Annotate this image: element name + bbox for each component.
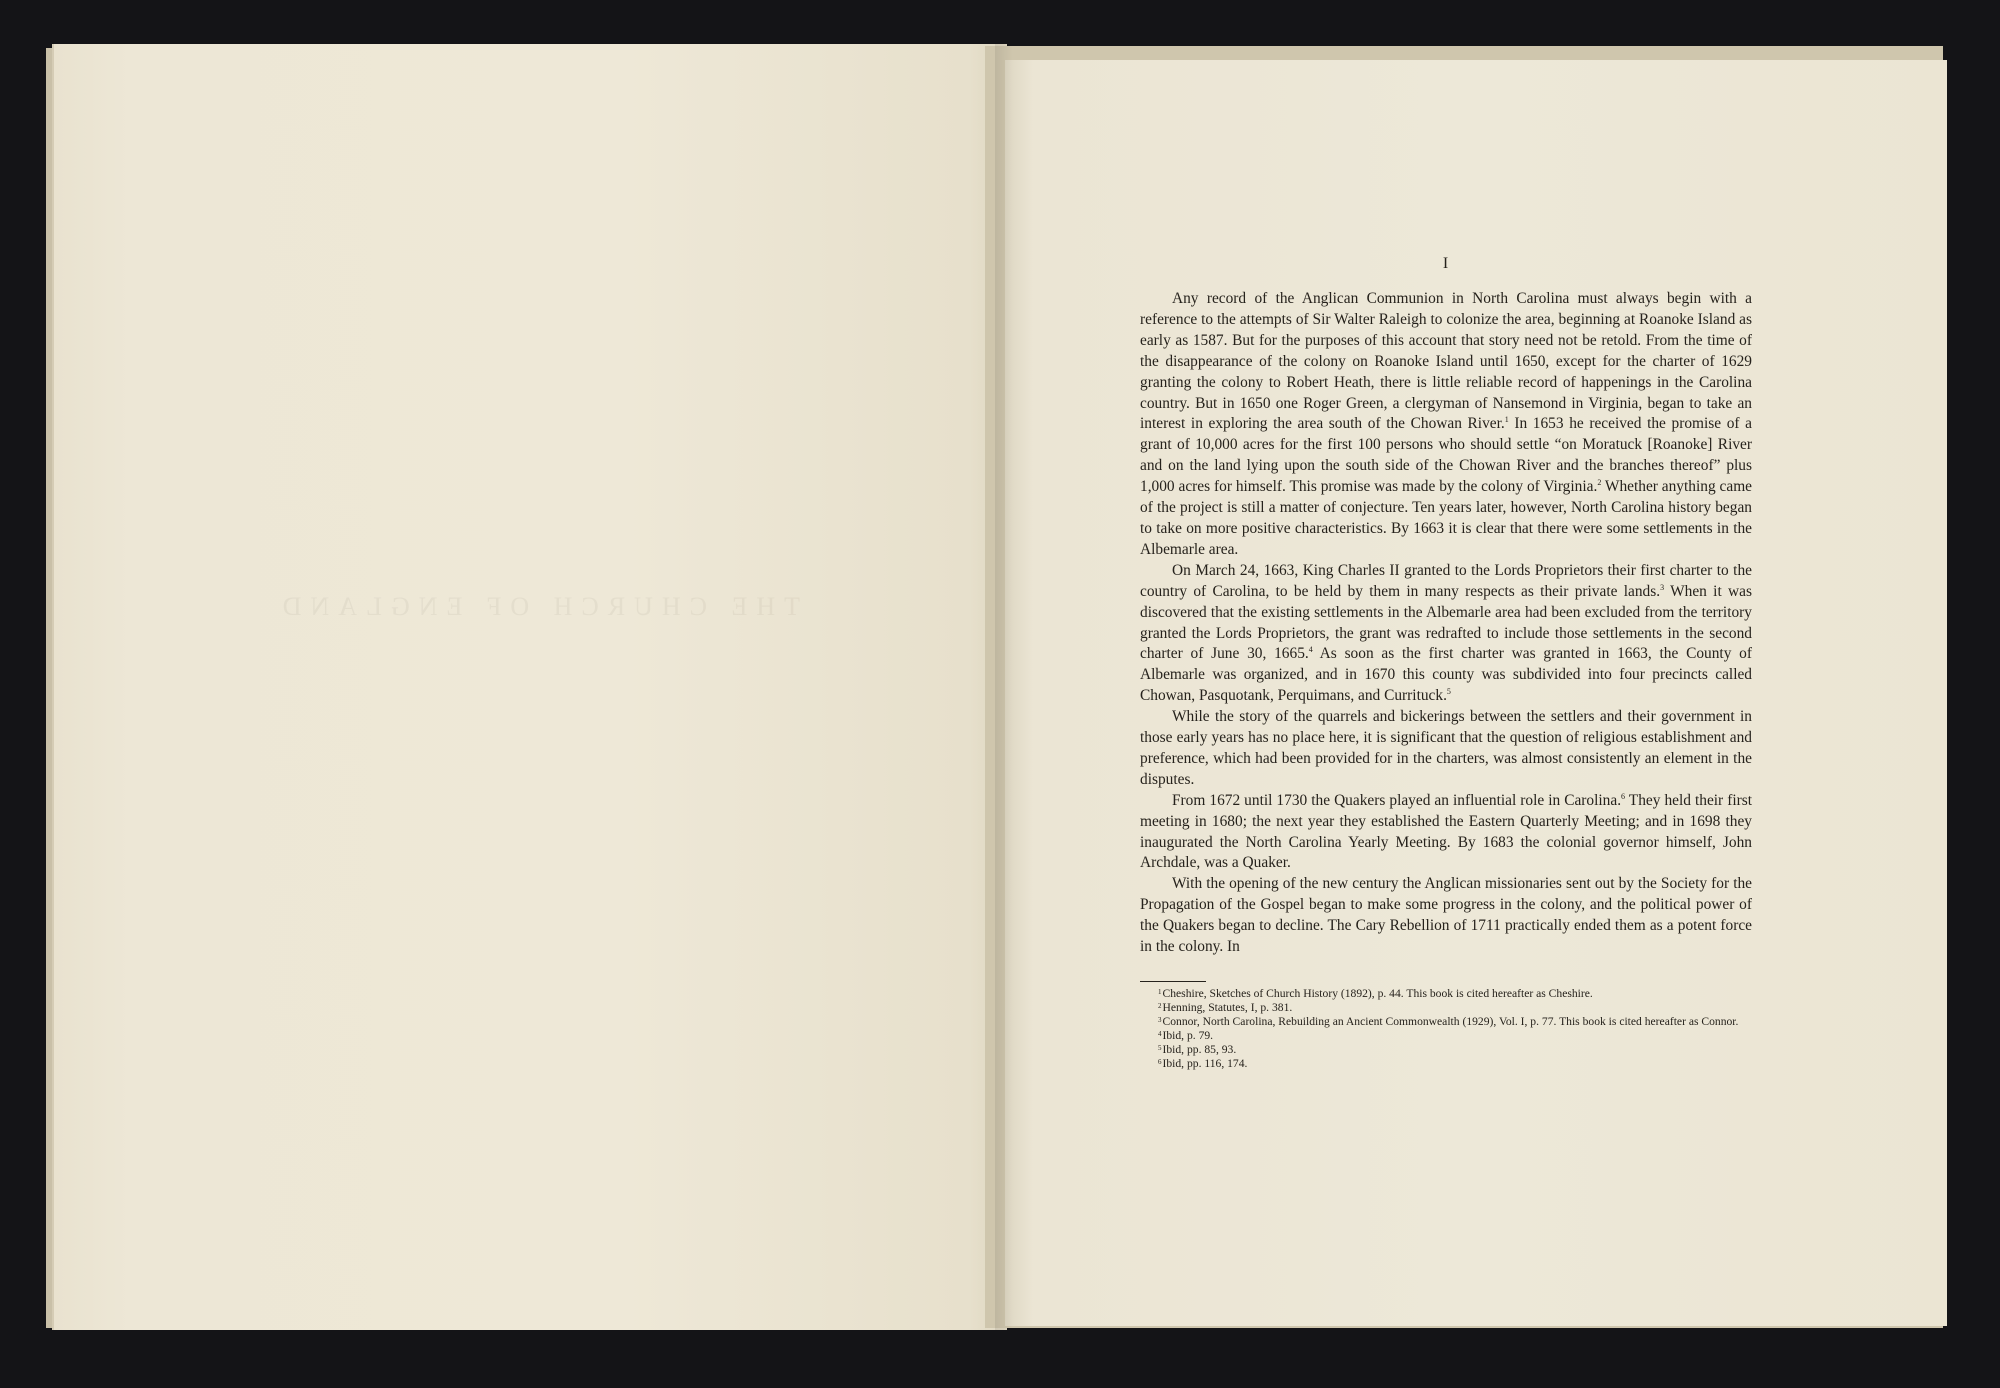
paragraph-text: When it was discovered that the existing settlements in the Albemarle area had been excluded from the territory granted the Lords Proprietors, the grant was redrafted to include those settlements in the second charter of June 30, 1665.: [1140, 582, 1752, 663]
footnote-text: Connor, North Carolina, Rebuilding an Ancient Commonwealth (1929), Vol. I, p. 77. This book is cited hereafter as Connor.: [1162, 1015, 1739, 1028]
paragraph-text: Whether anything came of the project is still a matter of conjecture. Ten years later, however, North Carolina history began to take on more positive characteristics. By 1663 it is clear that there were some settlements in the Albemarle area.: [1140, 478, 1752, 558]
footnote-marker: 3: [1660, 582, 1665, 592]
paragraph-text: With the opening of the new century the Anglican missionaries sent out by the Society for the Propagation of the Gospel began to make some progress in the colony, and the political power of the Quakers began to decline. The Cary Rebellion of 1711 practically ended them as a potent force in the colony. In: [1140, 875, 1752, 956]
footnote-number: 6: [1158, 1058, 1162, 1066]
footnote-marker: 5: [1446, 687, 1451, 697]
paragraph: [1140, 707, 1752, 791]
paragraph: [1140, 561, 1752, 707]
paragraph-text: As soon as the first charter was granted in 1663, the County of Albemarle was organized, and in 1670 this county was subdivided into four precincts called Chowan, Pasquotank, Perquimans, and Currituck.: [1140, 645, 1752, 705]
paragraph-text: Any record of the Anglican Communion in North Carolina must always begin with a reference to the attempts of Sir Walter Raleigh to colonize the area, beginning at Roanoke Island as early as 1587. But for the purposes of this account that story need not be retold. From the time of the disappearance of the colony on Roanoke Island until 1650, except for the charter of 1629 granting the colony to Robert Heath, there is little reliable record of happenings in the Carolina country. But in 1650 one Roger Green, a clergyman of Nansemond in Virginia, began to take an interest in exploring the area south of the Chowan River.: [1140, 290, 1752, 433]
footnote-marker: 6: [1621, 791, 1626, 801]
footnotes: [1140, 986, 1752, 1070]
footnote-marker: 2: [1597, 478, 1602, 488]
footnote-text: Henning, Statutes, I, p. 381.: [1162, 1001, 1293, 1014]
footnote: [1140, 1028, 1752, 1042]
paragraph-text: On March 24, 1663, King Charles II granted to the Lords Proprietors their first charter to the country of Carolina, to be held by them in many respects as their private lands.: [1140, 561, 1752, 600]
paragraph-text: While the story of the quarrels and bickerings between the settlers and their government in those early years has no place here, it is significant that the question of religious establishment and preference, which had been provided for in the charters, was almost consistently an element in the disputes.: [1140, 708, 1752, 788]
footnote-text: Ibid, pp. 85, 93.: [1162, 1043, 1237, 1056]
page-content: [1140, 255, 1752, 1070]
footnote-divider: [1140, 981, 1206, 982]
paragraph: [1140, 874, 1752, 958]
footnote-text: Ibid, p. 79.: [1162, 1029, 1214, 1042]
footnote-number: 3: [1158, 1016, 1162, 1024]
footnote-text: Ibid, pp. 116, 174.: [1162, 1057, 1248, 1070]
footnote: [1140, 1056, 1752, 1070]
footnote-marker: 1: [1504, 415, 1509, 425]
footnote-marker: 4: [1308, 645, 1313, 655]
bleed-through-text: THE CHURCH OF ENGLAND: [273, 592, 800, 621]
paragraph-text: In 1653 he received the promise of a grant of 10,000 acres for the first 100 persons who should settle “on Moratuck [Roanoke] River and on the land lying upon the south side of the Chowan River and the branches thereof” plus 1,000 acres for himself. This promise was made by the colony of Virginia.: [1140, 415, 1752, 496]
footnote: [1140, 1014, 1752, 1028]
left-page-blank: [52, 44, 1007, 1330]
footnote: [1140, 1042, 1752, 1056]
gutter-shadow: [995, 44, 1013, 1330]
footnote-number: 5: [1158, 1044, 1162, 1052]
paragraph: [1140, 791, 1752, 875]
footnote: [1140, 986, 1752, 1000]
footnote-number: 4: [1158, 1030, 1162, 1038]
section-numeral: I: [1442, 255, 1450, 272]
footnote-text: Cheshire, Sketches of Church History (1892), p. 44. This book is cited hereafter as Cheshire.: [1162, 987, 1593, 1000]
body-text: [1140, 289, 1752, 958]
footnote-number: 1: [1158, 988, 1162, 996]
paragraph: [1140, 289, 1752, 561]
paragraph-text: From 1672 until 1730 the Quakers played an influential role in Carolina.: [1172, 791, 1622, 809]
footnote-number: 2: [1158, 1002, 1162, 1010]
footnote: [1140, 1000, 1752, 1014]
paragraph-text: They held their first meeting in 1680; the next year they established the Eastern Quarterly Meeting; and in 1698 they inaugurated the North Carolina Yearly Meeting. By 1683 the colonial governor himself, John Archdale, was a Quaker.: [1140, 791, 1752, 872]
